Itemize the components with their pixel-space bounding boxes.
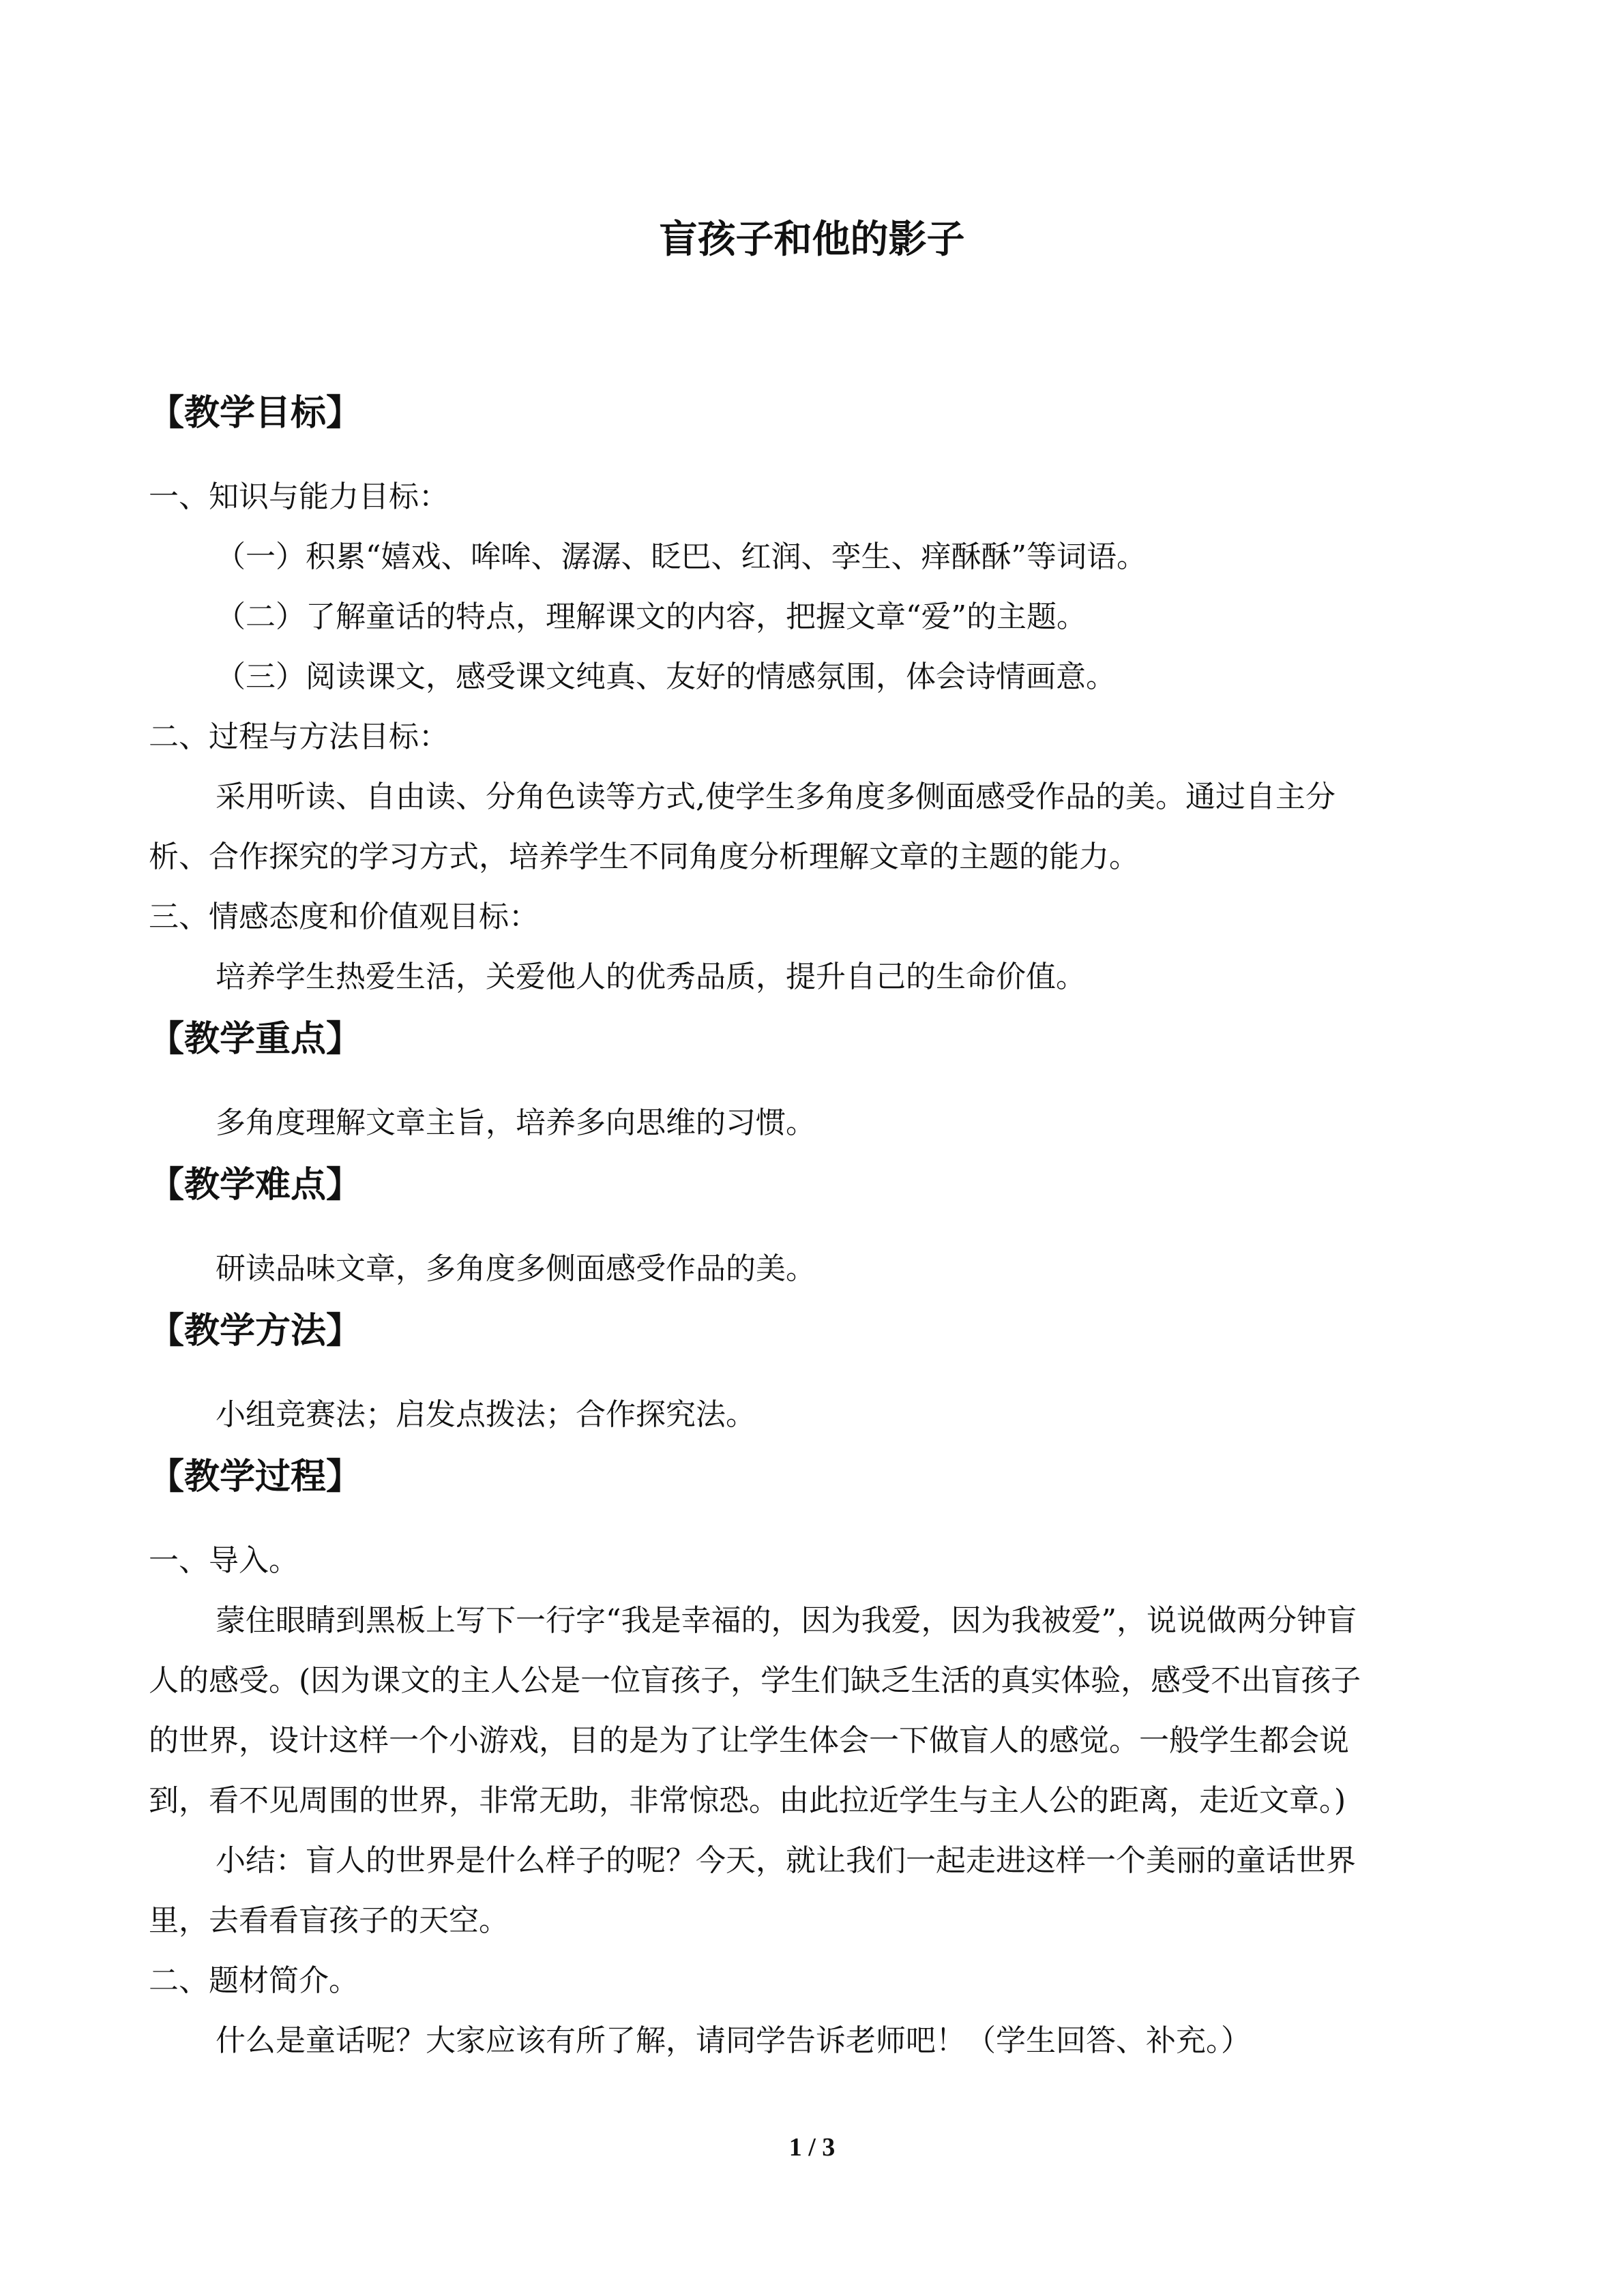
objectives-part1-item1: （一）积累“嬉戏、哞哞、潺潺、眨巴、红润、孪生、痒酥酥”等词语。 <box>216 539 1147 574</box>
key-points-text: 多角度理解文章主旨，培养多向思维的习惯。 <box>216 1105 816 1140</box>
document-title: 盲孩子和他的影子 <box>659 218 965 262</box>
objectives-part1-title: 一、知识与能力目标： <box>149 479 449 514</box>
process-summary-line1: 小结：盲人的世界是什么样子的呢？今天，就让我们一起走进这样一个美丽的童话世界 <box>216 1843 1356 1878</box>
objectives-part3-line1: 培养学生热爱生活，关爱他人的优秀品质，提升自己的生命价值。 <box>216 959 1086 994</box>
methods-text: 小组竞赛法；启发点拨法；合作探究法。 <box>216 1397 756 1432</box>
process-step1-line4: 到，看不见周围的世界，非常无助，非常惊恐。由此拉近学生与主人公的距离，走近文章。) <box>149 1783 1346 1818</box>
heading-process: 【教学过程】 <box>149 1457 362 1497</box>
heading-methods: 【教学方法】 <box>149 1311 362 1352</box>
difficulties-text: 研读品味文章，多角度多侧面感受作品的美。 <box>216 1251 816 1286</box>
objectives-part2-line2: 析、合作探究的学习方式，培养学生不同角度分析理解文章的主题的能力。 <box>149 839 1139 874</box>
process-step1-line1: 蒙住眼睛到黑板上写下一行字“我是幸福的，因为我爱，因为我被爱”，说说做两分钟盲 <box>216 1603 1357 1638</box>
heading-difficulties: 【教学难点】 <box>149 1165 362 1206</box>
heading-objectives: 【教学目标】 <box>149 393 362 434</box>
process-step1-line3: 的世界，设计这样一个小游戏，目的是为了让学生体会一下做盲人的感觉。一般学生都会说 <box>149 1723 1349 1758</box>
objectives-part1-item3: （三）阅读课文，感受课文纯真、友好的情感氛围，体会诗情画意。 <box>216 659 1116 694</box>
heading-key-points: 【教学重点】 <box>149 1019 362 1060</box>
process-step2-title: 二、题材简介。 <box>149 1963 359 1998</box>
page-number: 1 / 3 <box>788 2133 836 2162</box>
process-step1-line2: 人的感受。(因为课文的主人公是一位盲孩子，学生们缺乏生活的真实体验，感受不出盲孩子 <box>149 1663 1361 1698</box>
objectives-part3-title: 三、情感态度和价值观目标： <box>149 899 539 934</box>
objectives-part1-item2: （二）了解童话的特点，理解课文的内容，把握文章“爱”的主题。 <box>216 599 1087 634</box>
objectives-part2-title: 二、过程与方法目标： <box>149 719 449 754</box>
process-step2-line1: 什么是童话呢？大家应该有所了解，请同学告诉老师吧！（学生回答、补充。） <box>216 2023 1251 2058</box>
process-step1-title: 一、导入。 <box>149 1543 299 1578</box>
objectives-part2-line1: 采用听读、自由读、分角色读等方式,使学生多角度多侧面感受作品的美。通过自主分 <box>216 779 1335 814</box>
process-summary-line2: 里，去看看盲孩子的天空。 <box>149 1903 509 1938</box>
